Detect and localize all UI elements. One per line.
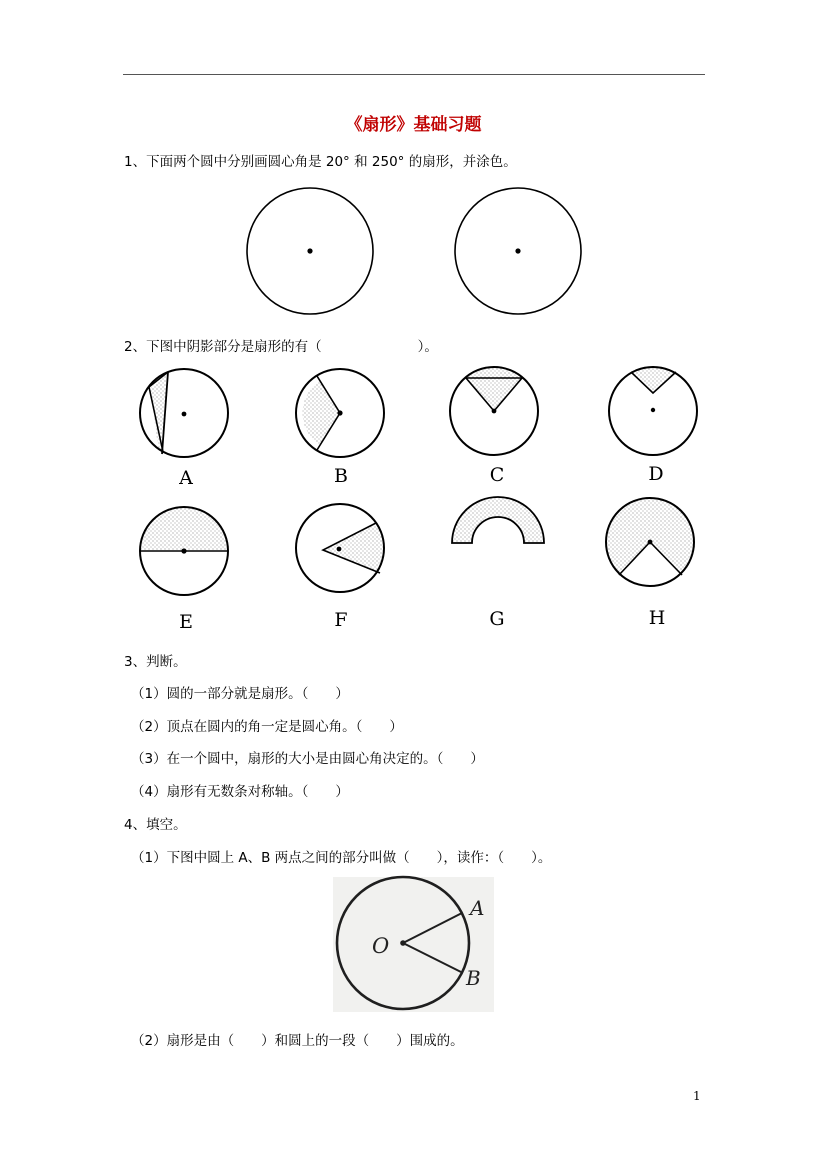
q4-figure: [333, 877, 494, 1012]
judge-item-2: （2）顶点在圆内的角一定是圆心角。（ ）: [131, 719, 403, 735]
page-title: 《扇形》基础习题: [345, 115, 482, 135]
figure-label-c: C: [489, 464, 505, 486]
figure-g: [452, 497, 544, 543]
question-3: 3、判断。: [124, 654, 187, 670]
figure-label-f: F: [334, 609, 348, 631]
q1-circle-left: [247, 188, 373, 314]
point-label-a: A: [470, 896, 485, 920]
judge-item-3: （3）在一个圆中，扇形的大小是由圆心角决定的。（ ）: [131, 751, 484, 767]
question-4: 4、填空。: [124, 817, 187, 833]
q1-circle-right: [455, 188, 581, 314]
figure-label-d: D: [648, 463, 664, 485]
judge-item-4: （4）扇形有无数条对称轴。（ ）: [131, 784, 349, 800]
point-label-b: B: [466, 966, 481, 990]
center-label-o: O: [372, 934, 390, 958]
figure-label-h: H: [648, 607, 666, 629]
figure-c: [450, 367, 538, 455]
question-2-text: 2、下图中阴影部分是扇形的有（: [124, 339, 322, 355]
judge-item-1: （1）圆的一部分就是扇形。（ ）: [131, 686, 349, 702]
figure-label-b: B: [334, 465, 348, 487]
figure-e: [140, 507, 228, 595]
figure-label-g: G: [489, 608, 505, 630]
figure-h: [606, 498, 695, 586]
figure-b: [296, 369, 384, 457]
page-number: 1: [693, 1089, 701, 1103]
figure-label-e: E: [179, 611, 193, 633]
question-1: 1、下面两个圆中分别画圆心角是 20° 和 250° 的扇形，并涂色。: [124, 154, 517, 170]
fill-item-2: （2）扇形是由（ ）和圆上的一段（ ）围成的。: [131, 1033, 464, 1049]
figure-a: [140, 369, 228, 460]
fill-item-1: （1）下图中圆上 A、B 两点之间的部分叫做（ ），读作：（ ）。: [131, 850, 552, 866]
question-2-close: ）。: [417, 339, 438, 355]
figure-f: [296, 504, 385, 592]
figure-label-a: A: [179, 467, 193, 489]
figure-d: [609, 367, 697, 455]
